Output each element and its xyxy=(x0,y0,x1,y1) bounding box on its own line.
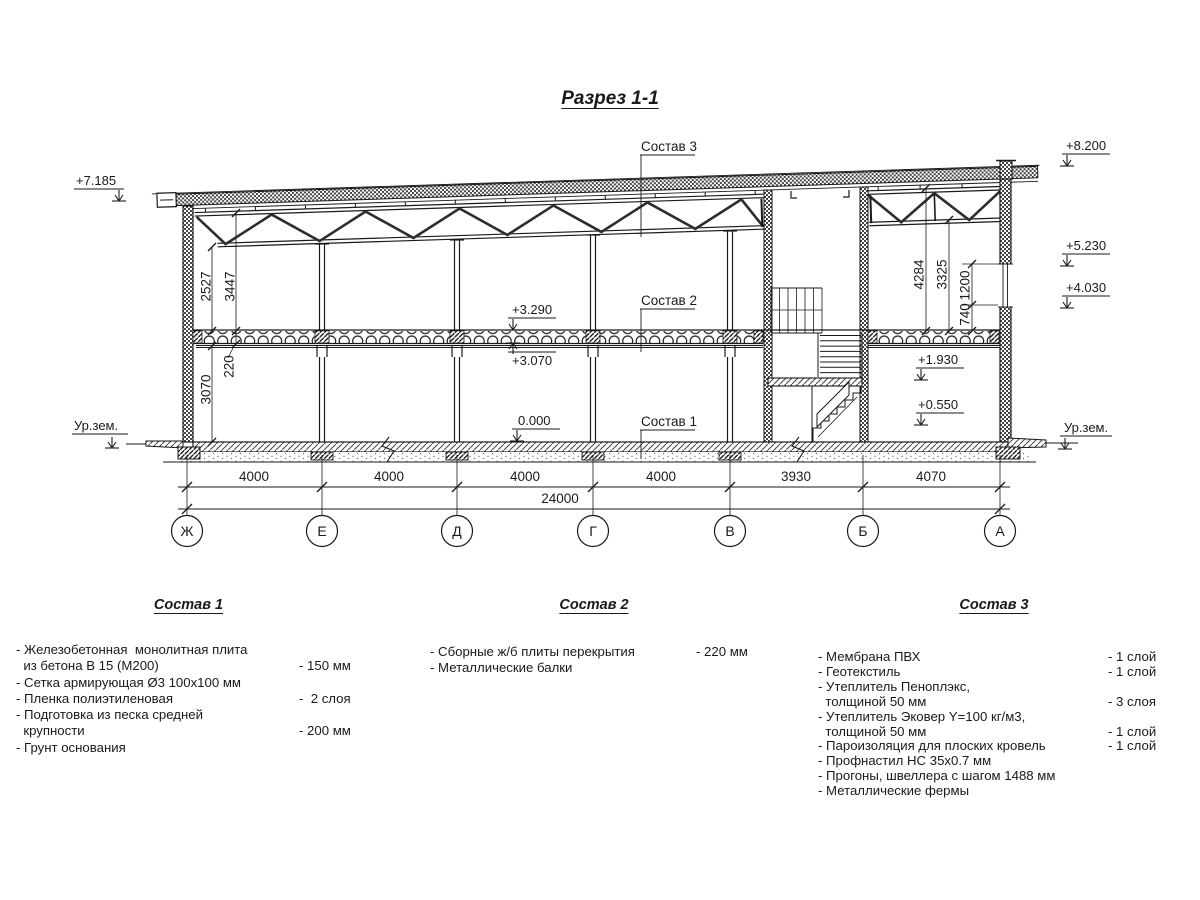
level-slab-bottom: +3.070 xyxy=(512,353,553,368)
roof-anchor-left xyxy=(791,191,797,198)
vdim-3070: 3070 xyxy=(198,374,214,405)
foundation-left xyxy=(178,447,200,459)
legend1-item-0: - Железобетонная монолитная плита xyxy=(16,642,248,657)
legend3-item-5: толщиной 50 мм - 1 слой xyxy=(818,723,1157,739)
legend3-title: Состав 3 xyxy=(959,597,1029,613)
total-dim: 24000 xyxy=(541,491,579,506)
legend1-item-4: - Подготовка из песка средней xyxy=(16,707,203,723)
composition1-ref: Состав 1 xyxy=(641,414,697,429)
level-floor: 0.000 xyxy=(518,413,551,428)
bay-dim-4: 4000 xyxy=(645,469,677,484)
stair-upper-flight xyxy=(818,333,862,378)
level-stair-low: +0.550 xyxy=(918,397,959,412)
vdim-2527: 2527 xyxy=(198,271,214,302)
vdim-740: 740 xyxy=(957,303,973,326)
legend1-item-2: - Сетка армирующая Ø3 100х100 мм xyxy=(16,674,241,690)
legend3-item-3: толщиной 50 мм - 3 слоя xyxy=(818,693,1156,709)
legend-composition-2 xyxy=(430,597,758,677)
vdim-220: 220 xyxy=(221,355,237,378)
legend3-item-0: - Мембрана ПВХ - 1 слой xyxy=(818,649,1157,664)
grid-extension-lines xyxy=(187,455,1000,516)
left-wall xyxy=(183,206,193,442)
bay-dim-6: 4070 xyxy=(915,469,947,484)
legend3-item-8: - Прогоны, швеллера с шагом 1488 мм xyxy=(818,768,1056,784)
vdim-3447: 3447 xyxy=(222,271,238,302)
legend3-item-1: - Геотекстиль - 1 слой xyxy=(818,663,1157,679)
grid-bubble-label-d: Д xyxy=(452,523,462,539)
composition3-ref: Состав 3 xyxy=(641,139,697,154)
level-window-right: +4.030 xyxy=(1066,280,1107,295)
level-stair-mid: +1.930 xyxy=(918,352,959,367)
right-parapet xyxy=(1000,161,1012,179)
stair-glazing xyxy=(771,288,822,333)
vdim-4284: 4284 xyxy=(911,259,927,290)
bay-dim-2: 4000 xyxy=(373,469,405,484)
drawing-title: Разрез 1-1 xyxy=(561,88,659,109)
right-wall xyxy=(1000,179,1011,442)
bay-dim-5: 3930 xyxy=(780,469,812,484)
composition2-ref: Состав 2 xyxy=(641,293,697,308)
stairwell-wall-right xyxy=(860,187,868,442)
stairwell xyxy=(768,288,862,442)
legend1-item-6: - Грунт основания xyxy=(16,739,126,755)
legend1-item-1: из бетона В 15 (М200) - 150 мм xyxy=(16,658,351,674)
apron-left xyxy=(146,441,183,448)
vdim-1200: 1200 xyxy=(957,270,973,301)
steel-truss-right xyxy=(868,186,1005,225)
grid-bubble-label-v: В xyxy=(725,523,735,539)
grid-bubble-label-zh: Ж xyxy=(180,523,194,539)
legend3-item-2: - Утеплитель Пеноплэкс, xyxy=(818,678,971,694)
legend3-item-4: - Утеплитель Эковер Y=100 кг/м3, xyxy=(818,708,1026,724)
legend3-item-6: - Пароизоляция для плоских кровель - 1 слой xyxy=(818,738,1157,754)
legend1-title: Состав 1 xyxy=(153,597,224,613)
legend1-item-5: крупности - 200 мм xyxy=(16,723,351,739)
ground xyxy=(126,437,1078,462)
level-ground-right: Ур.зем. xyxy=(1064,420,1109,435)
legend3-item-9: - Металлические фермы xyxy=(818,783,970,799)
grid-bubble-label-g: Г xyxy=(589,523,597,539)
level-truss-right: +5.230 xyxy=(1066,238,1107,253)
legend2-item-1: - Металлические балки xyxy=(430,660,573,676)
legend-composition-1 xyxy=(16,597,361,756)
bay-dim-1: 4000 xyxy=(238,469,270,484)
level-parapet-right: +8.200 xyxy=(1066,138,1107,153)
vdim-3325: 3325 xyxy=(934,259,950,290)
grid-bubble-label-b: Б xyxy=(858,523,868,539)
right-wall-window xyxy=(998,264,1013,307)
level-slab-top: +3.290 xyxy=(512,302,553,317)
legend2-item-0: - Сборные ж/б плиты перекрытия - 220 мм xyxy=(430,644,748,659)
legend3-item-7: - Профнастил НС 35х0.7 мм xyxy=(818,753,992,769)
bay-dim-3: 4000 xyxy=(509,469,541,484)
roof-assembly xyxy=(152,165,1041,249)
floor-slab xyxy=(193,330,1000,348)
stair-railing xyxy=(817,382,849,427)
roof-anchor-right xyxy=(843,190,849,197)
legend2-title: Состав 2 xyxy=(559,597,629,613)
legend1-item-3: - Пленка полиэтиленовая - 2 слоя xyxy=(16,690,351,706)
level-roof-left: +7.185 xyxy=(76,173,117,188)
grid-bubble-label-e: Е xyxy=(317,523,327,539)
level-ground-left: Ур.зем. xyxy=(74,418,119,433)
grid-bubble-label-a: А xyxy=(995,523,1005,539)
legend-composition-3 xyxy=(818,597,1170,799)
vertical-dims xyxy=(208,184,998,446)
